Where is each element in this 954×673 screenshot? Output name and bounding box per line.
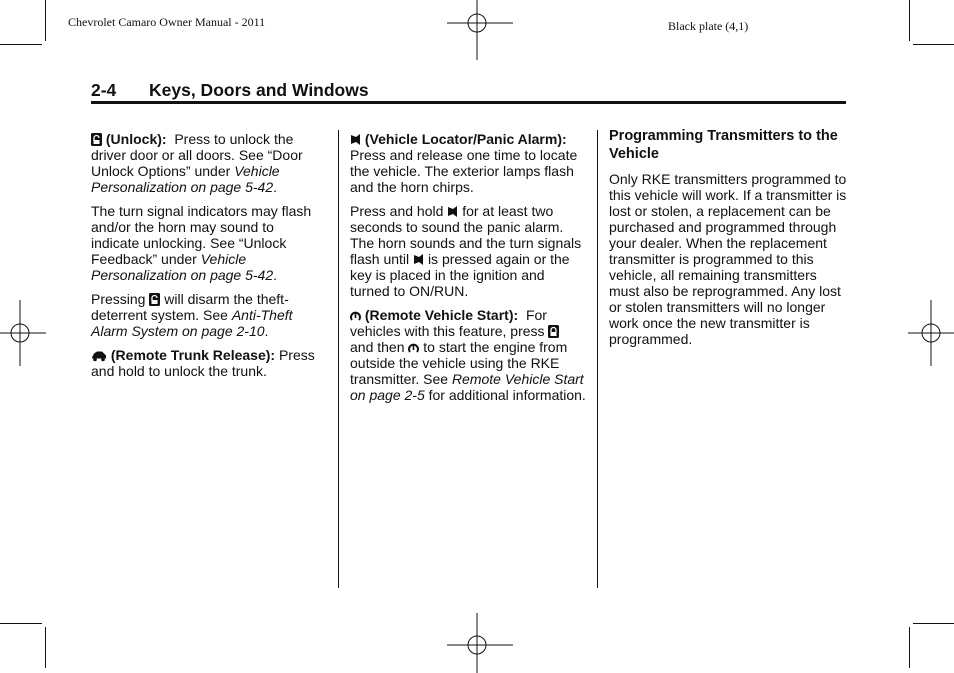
- unlock-paragraph: [91, 131, 323, 195]
- crop-mark: [913, 623, 954, 624]
- programming-body: Only RKE transmitters programmed to this vehicle will work. If a transmitter is lost or stolen, a replacement can be purchased and programmed through your dealer. When the replacement transmitter is programmed to this vehicle, all remaining transmitters must also be reprogrammed. Any lost or stolen transmitters will no longer work once the new transmitter is programmed.: [609, 171, 847, 347]
- panic-horn-icon: [447, 205, 458, 218]
- turn-signal-paragraph: [91, 203, 323, 283]
- lock-icon: [548, 325, 559, 338]
- column-divider: [338, 130, 339, 588]
- locator-paragraph: [350, 131, 586, 195]
- programming-heading: Programming Transmitters to the Vehicle: [609, 128, 838, 162]
- disarm-text: Pressing: [91, 291, 146, 307]
- remote-start-icon: [350, 309, 361, 322]
- unlock-icon: [149, 293, 160, 306]
- panic-text-a: Press and hold: [350, 203, 444, 219]
- column-divider: [597, 130, 598, 588]
- panic-text-b: for at least two seconds to sound the panic alarm. The horn sounds and the turn signals flash until: [350, 203, 582, 267]
- column-1: [91, 131, 323, 387]
- car-trunk-icon: [91, 349, 107, 362]
- disarm-paragraph: [91, 291, 323, 339]
- registration-mark: [447, 613, 513, 673]
- remote-start-label: (Remote Vehicle Start):: [364, 307, 519, 323]
- registration-mark: [447, 0, 513, 60]
- trunk-label: (Remote Trunk Release):: [110, 347, 276, 363]
- remote-start-text-c: to start the engine from outside the vehicle using the RKE transmitter. See: [350, 339, 568, 387]
- turn-signal-reference: Vehicle Personalization on page 5-42: [91, 251, 274, 283]
- disarm-text-end: .: [264, 323, 269, 339]
- crop-mark: [909, 627, 910, 668]
- section-title: Keys, Doors and Windows: [149, 80, 369, 100]
- panic-horn-icon: [413, 253, 424, 266]
- panic-horn-icon: [350, 133, 361, 146]
- crop-mark: [0, 44, 42, 45]
- crop-mark: [909, 0, 910, 41]
- remote-start-text-a: For vehicles with this feature, press: [350, 307, 547, 339]
- header-rule: [91, 101, 846, 104]
- alarm-reference: Anti-Theft Alarm System on page 2-10: [91, 307, 293, 339]
- crop-mark: [0, 623, 42, 624]
- remote-start-reference: Remote Vehicle Start on page 2-5: [350, 371, 584, 403]
- column-3: [609, 127, 849, 355]
- remote-start-paragraph: [350, 307, 586, 403]
- manual-title: Chevrolet Camaro Owner Manual - 2011: [68, 15, 266, 29]
- turn-signal-text-end: .: [273, 267, 278, 283]
- turn-signal-text: The turn signal indicators may flash and/or the horn may sound to indicate unlocking. See “Unlock Feedback” under: [91, 203, 312, 267]
- locator-text: Press and release one time to locate the vehicle. The exterior lamps flash and the horn chirps.: [350, 147, 578, 195]
- panic-text-c: is pressed again or the key is placed in the ignition and turned to ON/RUN.: [350, 251, 570, 299]
- disarm-text-cont: will disarm the theft-deterrent system. See: [91, 291, 289, 323]
- unlock-label: (Unlock):: [105, 131, 167, 147]
- remote-start-text-b: and then: [350, 339, 405, 355]
- crop-mark: [45, 0, 46, 41]
- column-2: [350, 131, 586, 411]
- crop-mark: [45, 627, 46, 668]
- unlock-reference: Vehicle Personalization on page 5-42: [91, 163, 280, 195]
- trunk-paragraph: [91, 347, 323, 379]
- registration-mark: [0, 300, 46, 366]
- unlock-icon: [91, 133, 102, 146]
- crop-mark: [913, 44, 954, 45]
- locator-label: (Vehicle Locator/Panic Alarm):: [364, 131, 567, 147]
- unlock-text-end: .: [273, 179, 278, 195]
- section-number: 2-4: [91, 80, 117, 100]
- plate-label: Black plate (4,1): [668, 19, 749, 33]
- remote-start-text-d: for additional information.: [424, 387, 586, 403]
- panic-paragraph: [350, 203, 586, 299]
- unlock-text: Press to unlock the driver door or all doors. See “Door Unlock Options” under: [91, 131, 303, 179]
- remote-start-icon: [408, 341, 419, 354]
- trunk-text: Press and hold to unlock the trunk.: [91, 347, 315, 379]
- registration-mark: [908, 300, 954, 366]
